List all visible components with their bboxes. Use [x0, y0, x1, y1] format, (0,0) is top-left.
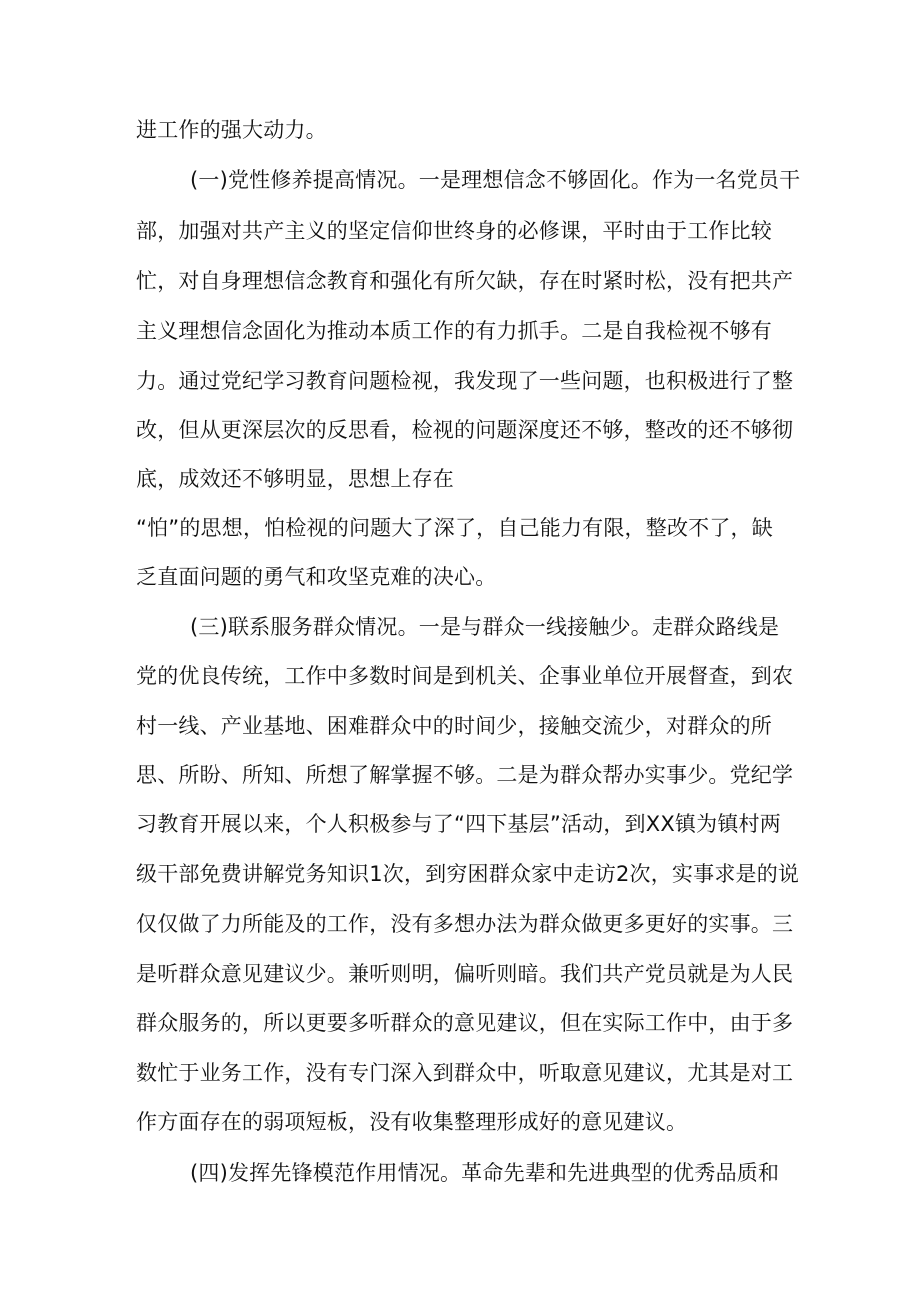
text-line: 群众服务的，所以更要多听群众的意见建议，但在实际工作中，由于多	[136, 1011, 794, 1035]
text-line: 村一线、产业基地、困难群众中的时间少，接触交流少，对群众的所	[136, 714, 772, 738]
text-line: 是听群众意见建议少。兼听则明，偏听则暗。我们共产党员就是为人民	[136, 962, 794, 986]
text-line: 作方面存在的弱项短板，没有收集整理形成好的意见建议。	[136, 1110, 688, 1134]
text-line: 改，但从更深层次的反思看，检视的问题深度还不够，整改的还不够彻	[136, 418, 794, 442]
text-line: 部，加强对共产主义的坚定信仰世终身的必修课，平时由于工作比较	[136, 219, 772, 243]
text-line: 乏直面问题的勇气和攻坚克难的决心。	[136, 565, 497, 589]
text-line: (三)联系服务群众情况。一是与群众一线接触少。走群众路线是	[190, 615, 780, 639]
text-line: 力。通过党纪学习教育问题检视，我发现了一些问题，也积极进行了整	[136, 369, 794, 393]
text-line: “怕”的思想，怕检视的问题大了深了，自己能力有限，整改不了，缺	[136, 516, 773, 540]
text-line: (四)发挥先锋模范作用情况。革命先辈和先进典型的优秀品质和	[190, 1161, 780, 1185]
text-line: 思、所盼、所知、所想了解掌握不够。二是为群众帮办实事少。党纪学	[136, 763, 794, 787]
text-line: 仅仅做了力所能及的工作，没有多想办法为群众做更多更好的实事。三	[136, 912, 794, 936]
text-line: 习教育开展以来，个人积极参与了“四下基层”活动，到XX镇为镇村两	[136, 812, 781, 836]
text-line: 底，成效还不够明显，思想上存在	[136, 467, 454, 491]
text-line: (一)党性修养提高情况。一是理想信念不够固化。作为一名党员干	[190, 168, 801, 192]
text-line: 忙，对自身理想信念教育和强化有所欠缺，存在时紧时松，没有把共产	[136, 269, 794, 293]
text-line: 数忙于业务工作，没有专门深入到群众中，听取意见建议，尤其是对工	[136, 1061, 794, 1085]
text-line: 党的优良传统，工作中多数时间是到机关、企事业单位开展督查，到农	[136, 664, 794, 688]
text-line: 级干部免费讲解党务知识1次，到穷困群众家中走访2次，实事求是的说	[136, 862, 800, 886]
text-line: 主义理想信念固化为推动本质工作的有力抓手。二是自我检视不够有	[136, 319, 772, 343]
text-line: 进工作的强大动力。	[136, 118, 327, 142]
